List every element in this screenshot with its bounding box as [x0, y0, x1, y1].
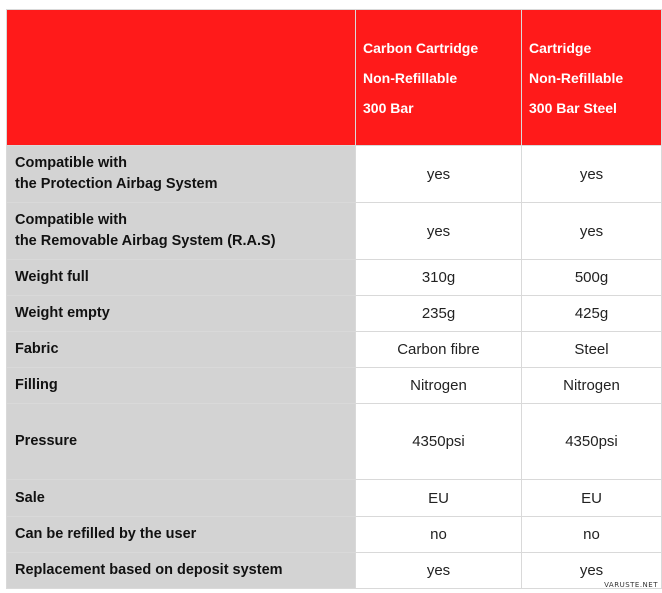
- comparison-table: [6, 9, 662, 589]
- value-cell: Nitrogen: [356, 368, 522, 404]
- value-cell: yes: [522, 203, 662, 260]
- value-cell: no: [522, 517, 662, 553]
- table-row: [7, 368, 662, 404]
- header-line: Carbon Cartridge: [363, 39, 479, 56]
- header-empty-cell: [7, 10, 356, 146]
- table-row: [7, 480, 662, 517]
- row-label: [7, 332, 356, 368]
- row-label-line: Fabric: [15, 341, 59, 357]
- row-label-line: Replacement based on deposit system: [15, 562, 283, 578]
- row-label-line: Can be refilled by the user: [15, 526, 197, 542]
- value-cell: no: [356, 517, 522, 553]
- row-label: [7, 203, 356, 260]
- table-row: [7, 296, 662, 332]
- table-row: [7, 332, 662, 368]
- value-cell: yes: [522, 553, 662, 589]
- row-label-line: Sale: [15, 489, 45, 506]
- value-cell: 4350psi: [522, 404, 662, 480]
- table-row: [7, 260, 662, 296]
- header-carbon-cartridge: [356, 10, 522, 146]
- row-label: [7, 368, 356, 404]
- value-cell: Nitrogen: [522, 368, 662, 404]
- row-label-line: Compatible with: [15, 212, 127, 228]
- row-label-line: Filling: [15, 377, 58, 393]
- row-label-line: the Protection Airbag System: [15, 176, 218, 192]
- row-label-line: Weight empty: [15, 305, 110, 321]
- table-row: [7, 404, 662, 480]
- value-cell: 500g: [522, 260, 662, 296]
- value-cell: Steel: [522, 332, 662, 368]
- row-label: [7, 517, 356, 553]
- watermark-text: VARUSTE.NET: [604, 581, 658, 589]
- row-label: [7, 480, 356, 517]
- value-cell: Carbon fibre: [356, 332, 522, 368]
- header-line: Non-Refillable: [363, 69, 458, 86]
- row-label-line: Weight full: [15, 269, 89, 285]
- value-cell: yes: [356, 553, 522, 589]
- row-label-line: the Removable Airbag System (R.A.S): [15, 233, 276, 249]
- row-label: [7, 553, 356, 589]
- value-cell: yes: [522, 146, 662, 203]
- value-cell: 425g: [522, 296, 662, 332]
- row-label-line: Compatible with: [15, 155, 127, 171]
- header-line: 300 Bar Steel: [529, 99, 617, 116]
- row-label: [7, 404, 356, 480]
- row-label: [7, 260, 356, 296]
- table-row: [7, 553, 662, 589]
- row-label-line: Pressure: [15, 433, 78, 449]
- header-line: Cartridge: [529, 39, 592, 56]
- table-row: [7, 146, 662, 203]
- value-cell: EU: [356, 480, 522, 517]
- table-row: [7, 517, 662, 553]
- header-line: 300 Bar: [363, 99, 414, 116]
- value-cell: EU: [522, 480, 662, 517]
- value-cell: yes: [356, 203, 522, 260]
- table-header-row: [7, 10, 662, 146]
- table-row: [7, 203, 662, 260]
- value-cell: yes: [356, 146, 522, 203]
- value-cell: 310g: [356, 260, 522, 296]
- header-line: Non-Refillable: [529, 69, 624, 86]
- row-label: [7, 146, 356, 203]
- row-label: [7, 296, 356, 332]
- header-steel-cartridge: [522, 10, 662, 146]
- value-cell: 235g: [356, 296, 522, 332]
- value-cell: 4350psi: [356, 404, 522, 480]
